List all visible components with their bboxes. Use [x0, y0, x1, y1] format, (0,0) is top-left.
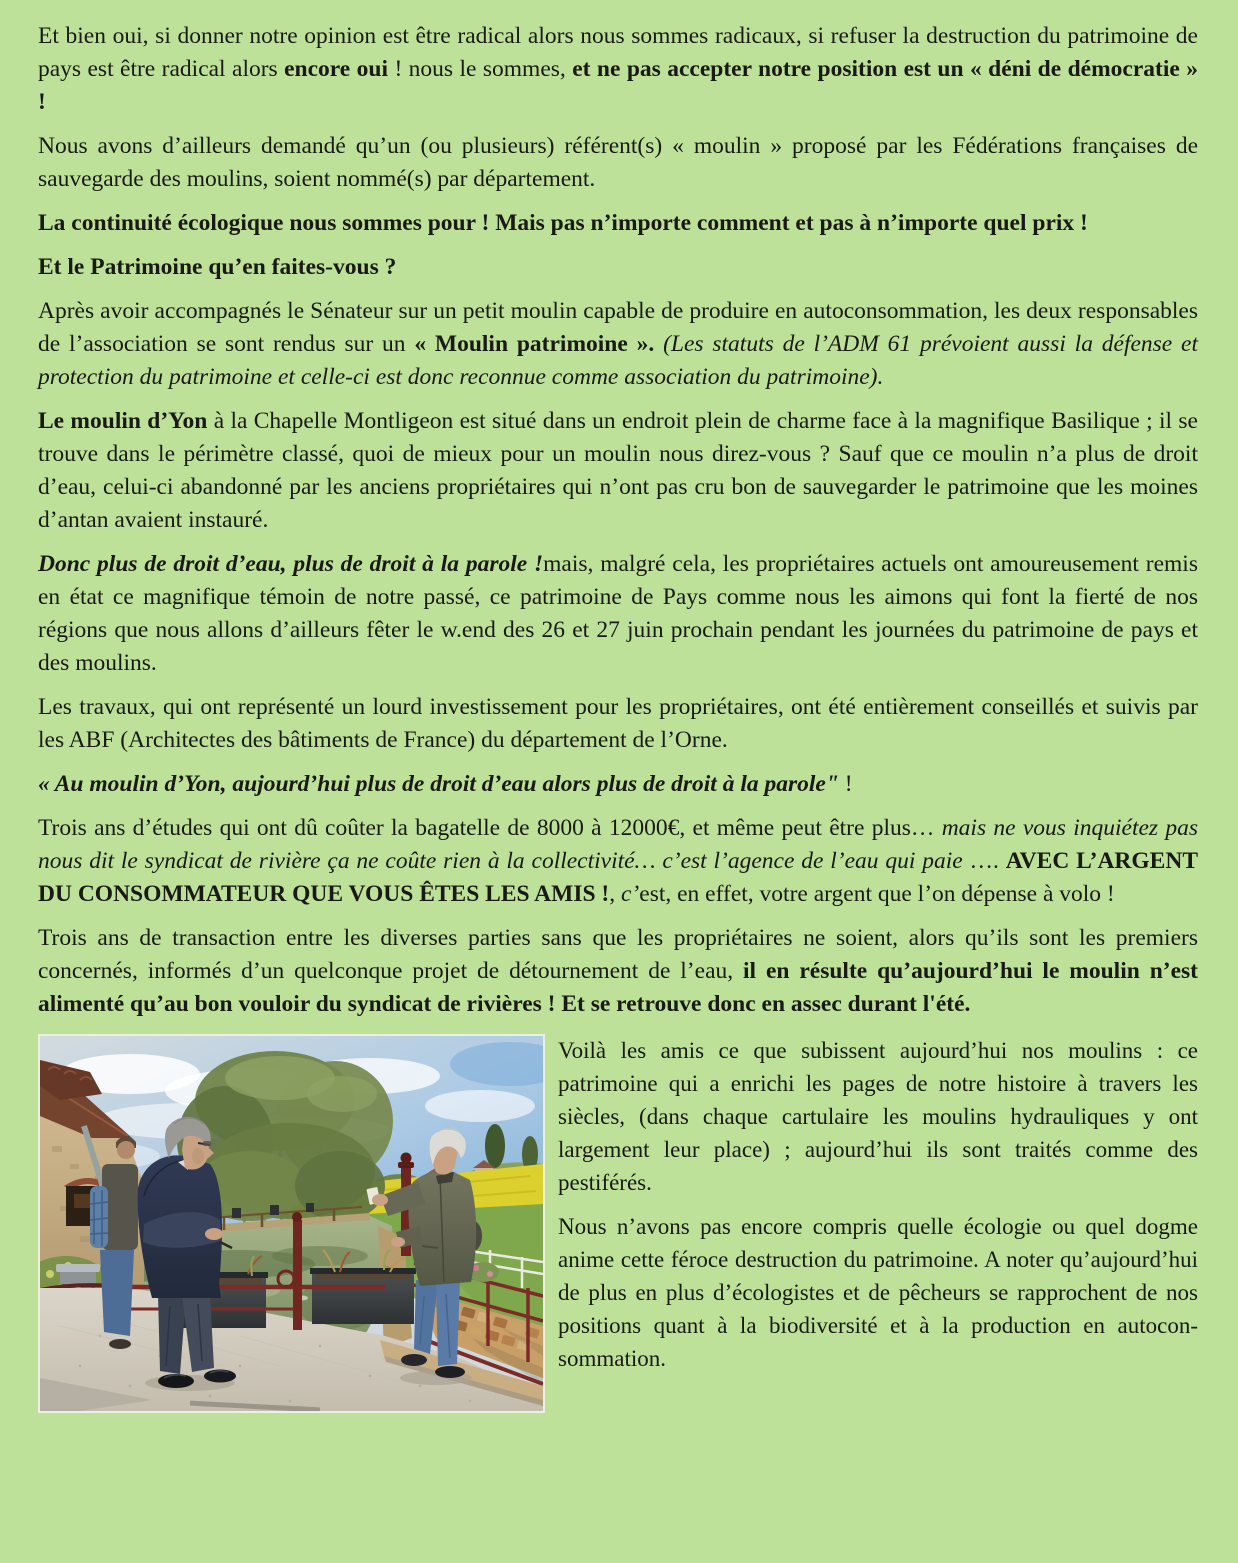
text-run: « Moulin patrimoine ».: [414, 331, 664, 357]
text-run: Nous avons d’ailleurs demandé qu’un (ou plusieurs) référent(s) « moulin » proposé par les Fédérations françaises de sauvegarde des moulins, soient nommé(s) par département.: [38, 133, 1198, 192]
text-run: c’: [621, 881, 640, 907]
text-run: Donc plus de droit d’eau, plus de droit à la parole !: [38, 551, 544, 577]
photo-side-text: [558, 1034, 1198, 1386]
text-run: Trois ans d’études qui ont dû coûter la bagatelle de 8000 à 12000€, et même peut être plus…: [38, 815, 942, 841]
paragraph-11: [38, 922, 1198, 1021]
paragraph-heading-patrimoine: [38, 251, 1198, 284]
article-body: [38, 20, 1198, 1413]
photo-row: [38, 1034, 1198, 1413]
text-run: ….: [962, 848, 1006, 874]
paragraph-3: [38, 207, 1198, 240]
text-run: Les travaux, qui ont représenté un lourd investissement pour les propriétaires, ont été entièrement conseillés et suivis par les ABF (Architectes des bâtiments de France) du département de l’Orne.: [38, 694, 1198, 753]
paragraph-2: [38, 130, 1198, 196]
paragraph-1: [38, 20, 1198, 119]
text-run: Trois ans de transaction entre les diverses parties sans que les propriétaires ne soient, alors qu’ils sont les premiers concernés, informés d’un quelconque projet de détournement de l’eau,: [38, 925, 1198, 984]
text-run: mais ne vous inquiétez pas nous dit le syndicat de rivière ça ne coûte rien à la collectivité… c’est l’agence de l’eau qui paie: [38, 815, 1198, 874]
paragraph-8: [38, 691, 1198, 757]
text-run: encore oui: [284, 56, 389, 82]
text-run: (Les statuts de l’ADM 61 prévoient aussi la défense et protection du patrimoine et celle-ci est donc reconnue comme association du patrimoine).: [38, 331, 1199, 390]
text-run: Et bien oui, si donner notre opinion est être radical alors nous sommes radicaux, si refuser la destruction du patrimoine de pays est être radical alors: [38, 23, 1198, 82]
text-run: est, en effet, votre argent que l’on dépense à volo !: [639, 881, 1115, 907]
paragraph-12: [558, 1034, 1198, 1199]
text-run: Et le Patrimoine qu’en faites-vous ?: [38, 254, 397, 280]
text-run: « Au moulin d’Yon, aujourd’hui plus de droit d’eau alors plus de droit à la parole": [38, 771, 839, 797]
paragraph-moulin-dyon: [38, 405, 1198, 537]
text-run: ! nous le sommes,: [388, 56, 573, 82]
text-run: La continuité écologique nous sommes pour ! Mais pas n’importe comment et pas à n’importe quel prix !: [38, 210, 1088, 236]
text-run: et ne pas accepter notre position est un « déni de démocratie » !: [38, 56, 1198, 115]
text-run: il en résulte qu’aujourd’hui le moulin n’est alimenté qu’au bon vouloir du syndicat de rivières ! Et se retrouve donc en assec durant l'été.: [38, 958, 1198, 1017]
paragraph-13: [558, 1210, 1198, 1375]
text-run: Voilà les amis ce que subissent aujourd’hui nos moulins : ce patrimoine qui a enrichi les pages de notre histoire à travers les siècles, (dans chaque cartulaire les moulins hydrauliques y ont largement leur place) ; aujourd’hui ils sont traités comme des pestiférés.: [558, 1038, 1198, 1195]
paragraph-5: [38, 295, 1198, 394]
text-run: mais, malgré cela, les propriétaires actuels ont amoureusement remis en état ce magnifique témoin de notre passé, ce patrimoine de Pays comme nous les aimons qui font la fierté de nos régions que nous allons d’ailleurs fêter le w.end des 26 et 27 juin prochain pendant les journées du patrimoine de pays et des moulins.: [38, 551, 1198, 676]
text-run: ,: [609, 881, 621, 907]
text-run: Après avoir accompagnés le Sénateur sur un petit moulin capable de produire en autoconsommation, les deux responsables de l’association se sont rendus sur un: [38, 298, 1198, 357]
text-run: Nous n’avons pas encore compris quelle écologie ou quel dogme anime cette féroce destruction du patrimoine. A noter qu’aujourd’hui de plus en plus d’écologistes et de pêcheurs se rapprochent de nos positions quant à la biodiversité et à la production en autoconsommation.: [558, 1214, 1198, 1371]
text-run: Le moulin d’Yon: [38, 408, 208, 434]
text-run: !: [838, 771, 853, 797]
paragraph-10: [38, 812, 1198, 911]
text-run: à la Chapelle Montligeon est situé dans un endroit plein de charme face à la magnifique Basilique ; il se trouve dans le périmètre classé, quoi de mieux pour un moulin nous direz-vous ? Sauf que ce moulin n’a plus de droit d’eau, celui-ci abandonné par les anciens propriétaires qui n’ont pas cru bon de sauvegarder le patrimoine que les moines d’antan avaient instauré.: [38, 408, 1198, 533]
text-run: AVEC L’ARGENT DU CONSOMMATEUR QUE VOUS ÊTES LES AMIS !: [38, 848, 1199, 907]
mill-pond-photo-illustration: [40, 1036, 543, 1411]
mill-pond-photo: [38, 1034, 545, 1413]
paragraph-7: [38, 548, 1198, 680]
paragraph-quote: [38, 768, 1198, 801]
